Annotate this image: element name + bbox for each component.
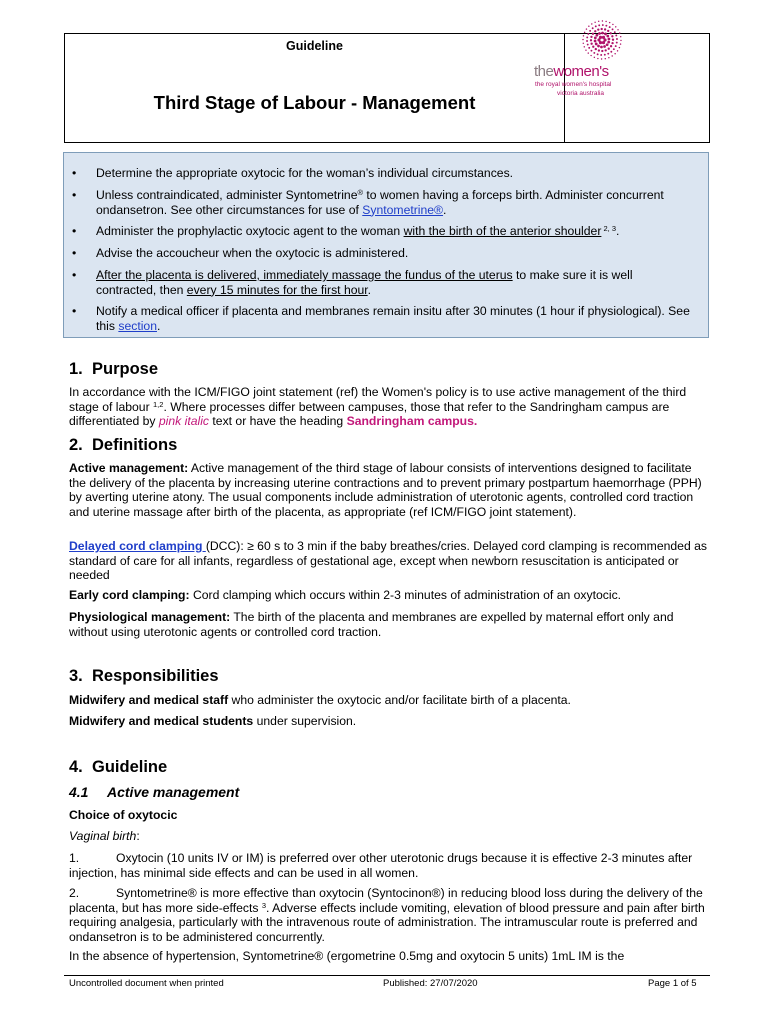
key-point-underlined: every 15 minutes for the first hour xyxy=(186,282,368,297)
logo-dot xyxy=(611,42,613,44)
document-title: Third Stage of Labour - Management xyxy=(153,92,476,113)
logo-dot xyxy=(617,29,618,30)
logo-dot xyxy=(605,25,607,27)
logo-dot xyxy=(616,38,618,40)
key-point-text: Advise the accoucheur when the oxytocic is administered. xyxy=(96,246,409,260)
logo-dot xyxy=(598,24,600,26)
logo-dot xyxy=(583,43,584,44)
logo-location: victoria australia xyxy=(557,90,604,97)
bullet-icon: • xyxy=(72,166,77,180)
logo-dot xyxy=(616,42,618,44)
logo-dot xyxy=(608,57,609,58)
logo-dot xyxy=(601,50,603,52)
definition-delayed-cord-clamping xyxy=(69,539,709,583)
key-point-underlined: with the birth of the anterior shoulder xyxy=(403,224,602,238)
logo-dot xyxy=(615,45,617,47)
item-text: Oxytocin (10 units IV or IM) is preferred over other uterotonic drugs because it is effective 2-3 minutes after injection, has minimal side effects and can be used in all women. xyxy=(69,851,693,880)
section-link[interactable]: section xyxy=(118,318,157,333)
section-title: Guideline xyxy=(92,758,168,776)
logo-dot xyxy=(583,35,584,36)
definition-text: Active management of the third stage of labour consists of interventions designed to facilitate the delivery of the placenta by increasing uterine contractions and to prevent primary postpartum haemorrhage (PPH) by averting uterine atony. The usual components include administration of uterotonic agents, controlled cord traction and uterine massage after birth of the placenta, as appropriate (ref ICM/FIGO joint statement). xyxy=(69,461,702,519)
logo-dot xyxy=(600,46,603,49)
logo-dot xyxy=(602,41,605,44)
logo-dot xyxy=(591,23,592,24)
key-point-text: . xyxy=(443,202,447,217)
logo-dot xyxy=(612,28,614,30)
item-text: Syntometrine® is more effective than oxytocin (Syntocinon®) in reducing blood loss during the delivery of the placenta, but has more side-effects xyxy=(69,886,703,915)
logo-dot xyxy=(619,32,620,33)
logo-dot xyxy=(599,36,602,39)
key-point-text: to women having a forceps birth. Administer concurrent ondansetron. See other circumstances for use of xyxy=(96,188,664,217)
footer-uncontrolled-notice: Uncontrolled document when printed xyxy=(69,978,224,989)
logo-dot xyxy=(601,58,602,59)
delayed-cord-clamping-link[interactable]: Delayed cord clamping xyxy=(69,539,206,553)
logo-dot xyxy=(604,28,606,30)
responsibility-term: Midwifery and medical students xyxy=(69,714,254,728)
logo-dot xyxy=(593,52,595,54)
logo-dot xyxy=(597,58,598,59)
hypertension-paragraph: In the absence of hypertension, Syntometrine® (ergometrine 0.5mg and oxytocin 5 units) 1mL IM is the xyxy=(69,949,625,963)
logo-dot xyxy=(598,21,599,22)
syntometrine-link[interactable]: Syntometrine® xyxy=(362,202,444,217)
section-title: Responsibilities xyxy=(92,667,219,685)
section-title: Definitions xyxy=(92,436,178,454)
section-number: 2. xyxy=(69,436,83,454)
logo-dot xyxy=(602,36,605,39)
definition-term: Physiological management: xyxy=(69,610,231,624)
definition-text: (DCC): ≥ 60 s to 3 min if the baby breathes/cries. Delayed cord clamping is recommended as standard of care for all infants, regardless of gestational age, except when newborn resuscitation is anticipated or needed xyxy=(69,539,707,582)
logo-dot xyxy=(598,49,600,51)
logo-word-the: the xyxy=(534,63,554,80)
logo-dot xyxy=(588,52,589,53)
logo-dot xyxy=(602,20,603,21)
definition-text: Cord clamping which occurs within 2-3 minutes of administration of an oxytocic. xyxy=(189,588,622,602)
key-point-text: to make sure it is well contracted, then xyxy=(96,268,633,297)
key-point xyxy=(72,304,696,333)
logo-dot xyxy=(601,28,603,30)
section-number: 4. xyxy=(69,758,83,776)
logo-dot xyxy=(589,30,591,32)
bullet-icon: • xyxy=(72,268,77,282)
guideline-item-2 xyxy=(69,886,709,944)
logo-dot xyxy=(602,24,604,26)
footer-rule xyxy=(64,975,710,976)
logo-dot xyxy=(610,45,612,47)
logo-dot xyxy=(601,32,604,35)
logo-dot xyxy=(613,48,615,50)
definition-text: The birth of the placenta and membranes are expelled by maternal effort only and without using uterotonic agents or controlled cord traction. xyxy=(69,610,674,639)
logo-dot xyxy=(614,53,615,54)
vaginal-birth-label: Vaginal birth: xyxy=(69,829,140,843)
section-number: 3. xyxy=(69,667,83,685)
logo-dot xyxy=(590,36,592,38)
logo-dot xyxy=(615,35,617,37)
logo-dot xyxy=(586,28,587,29)
logo-dot xyxy=(620,40,621,41)
key-points-box xyxy=(63,152,709,338)
logo-burst-icon xyxy=(582,20,622,60)
logo-dot xyxy=(615,26,616,27)
vaginal-birth-text: Vaginal birth xyxy=(69,829,137,843)
definition-early-cord-clamping xyxy=(69,588,709,603)
logo-dot xyxy=(608,38,611,41)
logo-dot xyxy=(588,47,590,49)
guideline-item-1 xyxy=(69,851,709,880)
logo-dot xyxy=(610,32,612,34)
responsibility-text: under supervision. xyxy=(253,714,357,728)
logo-dot xyxy=(607,30,609,32)
sandringham-campus-label: Sandringham campus. xyxy=(346,414,478,428)
logo-dot xyxy=(585,49,586,50)
logo-dot xyxy=(594,37,597,40)
logo-dot xyxy=(595,43,598,46)
responsibility-students xyxy=(69,714,709,729)
bullet-icon: • xyxy=(72,304,77,318)
logo-dot xyxy=(586,40,588,42)
definition-active-management xyxy=(69,461,709,519)
section-heading-guideline xyxy=(69,758,167,777)
logo-dot xyxy=(587,44,589,46)
logo-dot xyxy=(606,35,609,38)
logo-dot xyxy=(594,57,595,58)
footer-page-number: Page 1 of 5 xyxy=(648,978,697,989)
logo-dot xyxy=(594,22,595,23)
logo-dot xyxy=(588,26,589,27)
key-point-text: . xyxy=(615,224,620,238)
document-type-label: Guideline xyxy=(286,39,343,53)
section-heading-definitions xyxy=(69,436,177,455)
section-heading-responsibilities xyxy=(69,667,219,686)
responsibility-staff xyxy=(69,693,709,708)
logo-dot xyxy=(607,53,609,55)
responsibility-text: who administer the oxytocic and/or facilitate birth of a placenta. xyxy=(228,693,571,707)
purpose-paragraph: In accordance with the ICM/FIGO joint statement (ref) the Women's policy is to use active management of the third stage of labour $^{1,2}$. Where processes differ between campuses, those that refer to the Sandringham campus are differentiated by pink italic text or have the heading Sandringham campus. xyxy=(69,385,687,428)
logo-dot xyxy=(594,40,597,43)
section-title: Purpose xyxy=(92,360,159,378)
logo-dot xyxy=(590,55,591,56)
logo-dot xyxy=(584,46,585,47)
key-point xyxy=(72,166,696,181)
logo-dot xyxy=(612,24,613,25)
key-point xyxy=(72,188,696,217)
logo-dot xyxy=(592,46,594,48)
logo-dot xyxy=(617,50,618,51)
item-number: 1. xyxy=(69,851,80,865)
logo-dot xyxy=(610,51,612,53)
logo-dot xyxy=(597,53,599,55)
logo-dot xyxy=(592,27,594,29)
logo-dot xyxy=(603,45,606,48)
item-text: . Adverse effects include vomiting, elevation of blood pressure and pain after birth requiring analgesia, particularly with the intravenous route of administration. The intramuscular route is preferred and ondansetron is to be administered concurrently. xyxy=(69,900,705,944)
choice-of-oxytocic-heading: Choice of oxytocic xyxy=(69,808,178,822)
logo-dot xyxy=(607,41,610,44)
bullet-icon: • xyxy=(72,188,77,202)
logo-dot xyxy=(605,21,606,22)
logo-dot xyxy=(614,31,616,33)
logo-dot xyxy=(609,22,610,23)
logo-dot xyxy=(604,54,606,56)
subsection-heading-active-management xyxy=(69,784,239,800)
key-point-text: . xyxy=(367,282,372,297)
logo-dot xyxy=(605,49,607,51)
key-point-text: . xyxy=(156,318,161,333)
registered-mark: ® xyxy=(357,188,364,197)
definition-term: Early cord clamping: xyxy=(69,588,190,602)
logo-dot xyxy=(591,50,593,52)
logo-dot xyxy=(605,58,606,59)
definition-physiological-management xyxy=(69,610,709,639)
bullet-icon: • xyxy=(72,246,77,260)
logo-dot xyxy=(590,43,592,45)
pink-italic-example: pink italic xyxy=(158,414,210,428)
logo-dot xyxy=(611,55,612,56)
logo-word-womens: women's xyxy=(553,63,609,80)
key-point xyxy=(72,246,696,261)
logo-dot xyxy=(606,43,609,46)
logo-dot xyxy=(582,39,583,40)
section-number: 1. xyxy=(69,360,83,378)
logo-dot xyxy=(611,35,613,37)
header-title-cell xyxy=(65,34,565,142)
reference-superscript: 3 xyxy=(261,900,267,910)
key-point-text: Notify a medical officer if placenta and membranes remain insitu after 30 minutes (1 hour if physiological). See this xyxy=(96,304,690,333)
logo-dot xyxy=(597,28,599,30)
subsection-title: Active management xyxy=(107,784,240,800)
section-heading-purpose xyxy=(69,360,158,379)
logo-dot xyxy=(598,32,601,35)
reference-superscript: 1,2 xyxy=(153,399,164,409)
logo-dot xyxy=(587,33,589,35)
logo-dot xyxy=(612,39,614,41)
subsection-number: 4.1 xyxy=(69,784,89,800)
logo-dot xyxy=(590,39,592,41)
logo-dot xyxy=(595,34,598,37)
logo-dot xyxy=(609,26,611,28)
logo-dot xyxy=(619,47,620,48)
logo-dot xyxy=(592,33,594,35)
logo-dot xyxy=(600,54,602,56)
royal-womens-logo xyxy=(534,20,620,110)
responsibility-term: Midwifery and medical staff xyxy=(69,693,229,707)
key-point-text: Determine the appropriate oxytocic for the woman’s individual circumstances. xyxy=(96,166,514,180)
bullet-icon: • xyxy=(72,224,77,238)
logo-dot xyxy=(586,36,588,38)
footer-published-date: Published: 27/07/2020 xyxy=(383,978,478,989)
logo-wordmark xyxy=(534,63,609,80)
logo-dot xyxy=(595,25,597,27)
item-number: 2. xyxy=(69,886,80,900)
logo-dot xyxy=(584,32,585,33)
logo-dot xyxy=(597,45,600,48)
logo-dot xyxy=(620,43,621,44)
key-point-text: Unless contraindicated, administer Syntometrine xyxy=(96,188,358,202)
reference-superscript: 2, 3 xyxy=(601,224,616,233)
definition-term: Active management: xyxy=(69,461,189,475)
logo-dot xyxy=(604,33,607,36)
key-point xyxy=(72,268,696,297)
logo-dot xyxy=(595,48,597,50)
logo-dot xyxy=(620,36,621,37)
logo-dot xyxy=(608,48,610,50)
logo-dot xyxy=(594,30,596,32)
logo-subtitle: the royal women's hospital xyxy=(535,81,612,88)
key-point-text: Administer the prophylactic oxytocic agent to the woman xyxy=(96,224,404,238)
key-point xyxy=(72,224,696,239)
key-point-underlined: After the placenta is delivered, immediately massage the fundus of the uterus xyxy=(96,268,513,282)
